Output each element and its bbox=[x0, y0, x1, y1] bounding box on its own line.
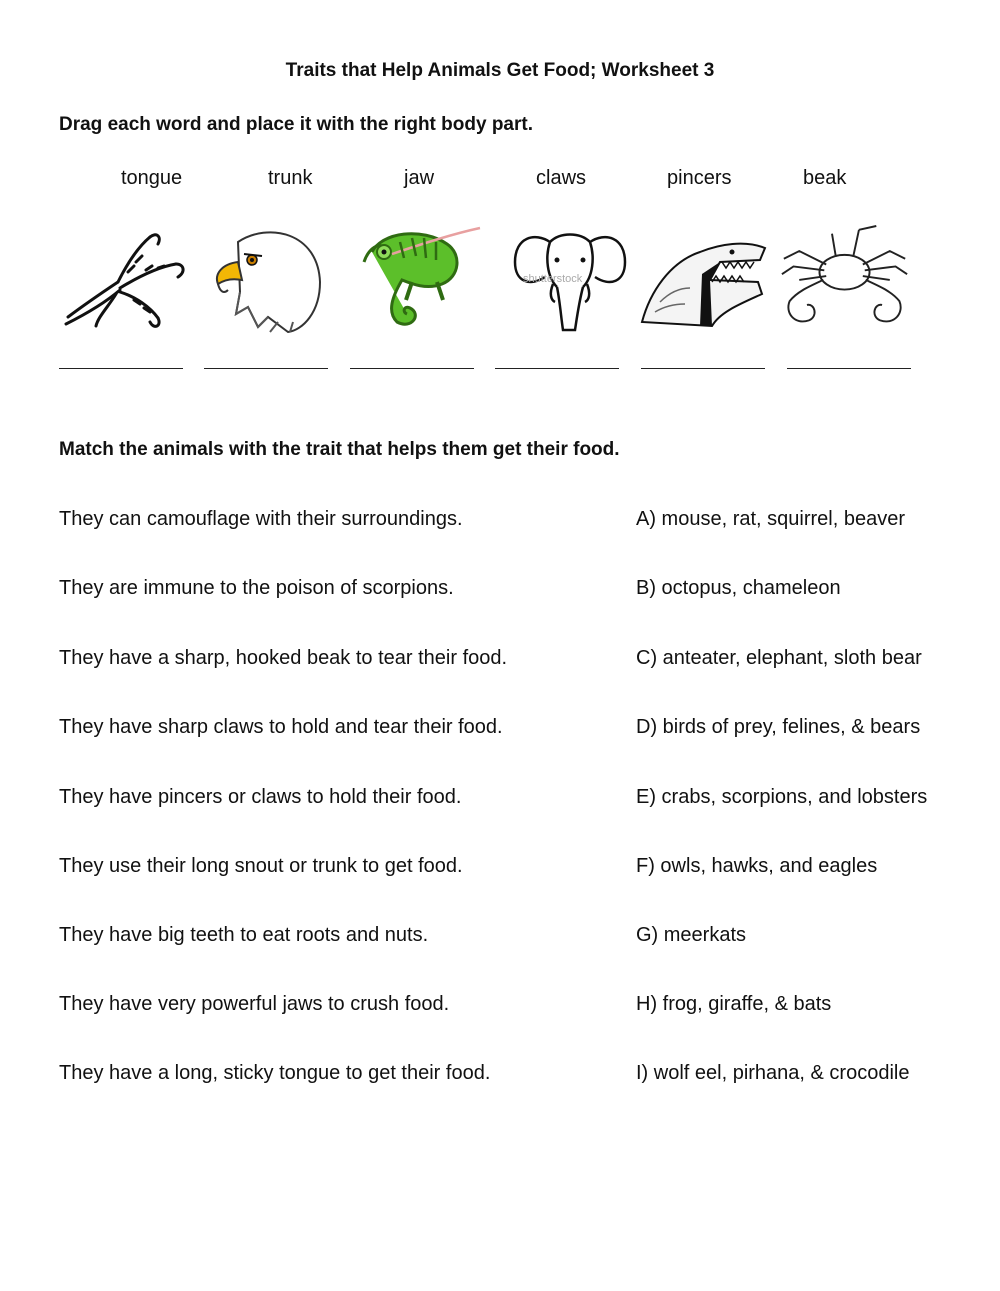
option-item[interactable]: E) crabs, scorpions, and lobsters bbox=[636, 786, 928, 808]
answer-blank-3[interactable] bbox=[350, 368, 474, 369]
crab-image bbox=[780, 222, 910, 334]
option-item[interactable]: G) meerkats bbox=[636, 924, 747, 946]
word-trunk[interactable]: trunk bbox=[268, 167, 313, 189]
option-item[interactable]: F) owls, hawks, and eagles bbox=[636, 855, 878, 877]
option-item[interactable]: A) mouse, rat, squirrel, beaver bbox=[636, 508, 905, 530]
trait-item[interactable]: They have a long, sticky tongue to get their food. bbox=[59, 1062, 491, 1084]
option-item[interactable]: D) birds of prey, felines, & bears bbox=[636, 716, 921, 738]
trait-item[interactable]: They can camouflage with their surroundings. bbox=[59, 508, 463, 530]
option-item[interactable]: H) frog, giraffe, & bats bbox=[636, 993, 832, 1015]
chameleon-image bbox=[352, 222, 482, 334]
answer-blank-1[interactable] bbox=[59, 368, 183, 369]
trait-item[interactable]: They have very powerful jaws to crush food. bbox=[59, 993, 450, 1015]
option-item[interactable]: B) octopus, chameleon bbox=[636, 577, 841, 599]
t-rex-jaw-image bbox=[640, 222, 770, 334]
elephant-image bbox=[505, 222, 635, 334]
trait-item[interactable]: They use their long snout or trunk to get food. bbox=[59, 855, 463, 877]
word-tongue[interactable]: tongue bbox=[121, 167, 183, 189]
answer-blank-2[interactable] bbox=[204, 368, 328, 369]
answer-blank-6[interactable] bbox=[787, 368, 911, 369]
answer-blank-5[interactable] bbox=[641, 368, 765, 369]
trait-item[interactable]: They have a sharp, hooked beak to tear their food. bbox=[59, 647, 508, 669]
option-item[interactable]: I) wolf eel, pirhana, & crocodile bbox=[636, 1062, 910, 1084]
option-item[interactable]: C) anteater, elephant, sloth bear bbox=[636, 647, 922, 669]
eagle-head-image bbox=[208, 222, 338, 334]
trait-item[interactable]: They have pincers or claws to hold their food. bbox=[59, 786, 462, 808]
page-title: Traits that Help Animals Get Food; Worksheet 3 bbox=[285, 60, 715, 81]
word-claws[interactable]: claws bbox=[536, 167, 587, 189]
word-beak[interactable]: beak bbox=[803, 167, 847, 189]
drag-instruction: Drag each word and place it with the right body part. bbox=[59, 114, 533, 135]
answer-blank-4[interactable] bbox=[495, 368, 619, 369]
watermark: shutterstock bbox=[523, 273, 583, 285]
talon-claw-image bbox=[58, 222, 188, 334]
word-jaw[interactable]: jaw bbox=[404, 167, 435, 189]
trait-item[interactable]: They have big teeth to eat roots and nuts. bbox=[59, 924, 429, 946]
trait-item[interactable]: They have sharp claws to hold and tear their food. bbox=[59, 716, 503, 738]
match-instruction: Match the animals with the trait that helps them get their food. bbox=[59, 439, 620, 460]
word-pincers[interactable]: pincers bbox=[667, 167, 732, 189]
trait-item[interactable]: They are immune to the poison of scorpions. bbox=[59, 577, 454, 599]
